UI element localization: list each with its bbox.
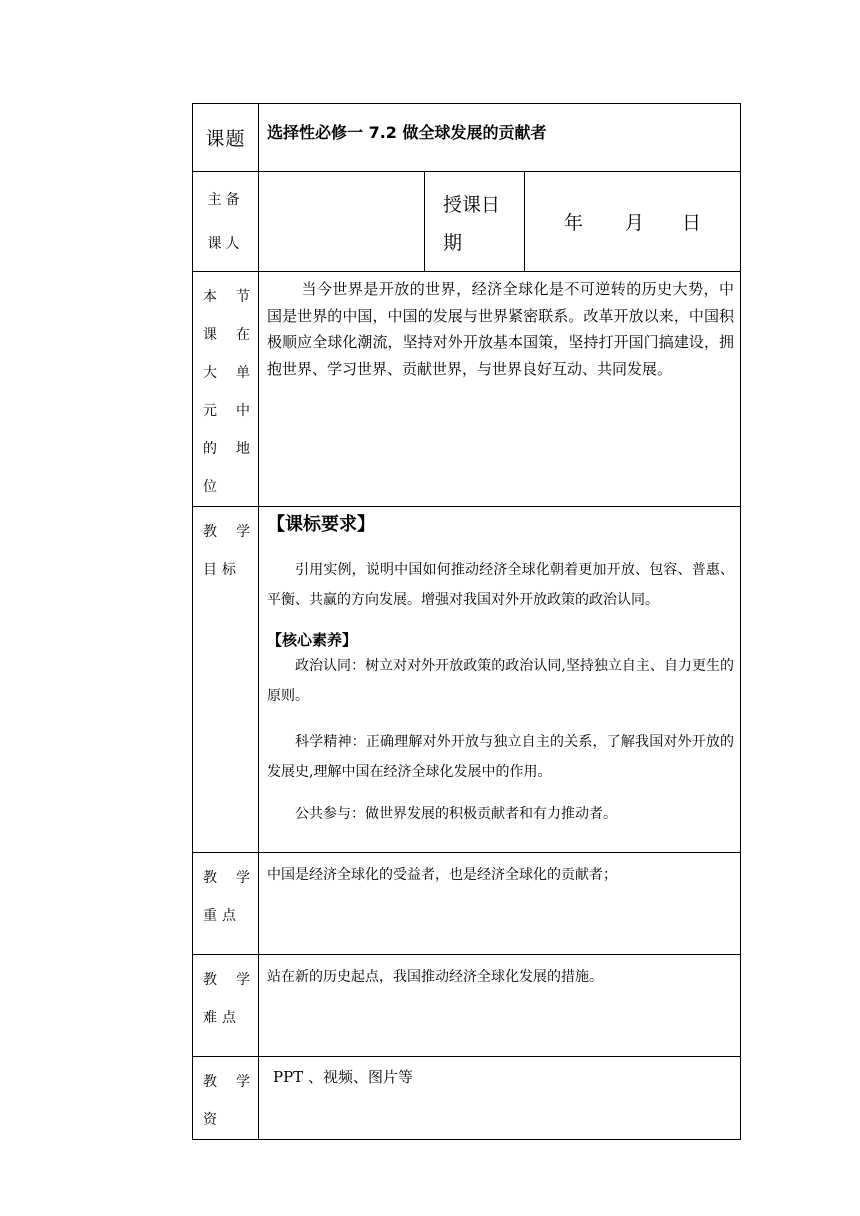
teacher-label-text: 主备课人	[207, 192, 244, 252]
resource-label	[193, 1057, 259, 1140]
lesson-plan-table	[192, 103, 741, 1140]
difficult-label-text: 教学难点	[203, 972, 255, 1026]
standard-text: 引用实例，说明中国如何推动经济全球化朝着更加开放、包容、普惠、平衡、共赢的方向发展。增强对我国对外开放政策的政治认同。	[267, 562, 735, 608]
teacher-date-row	[193, 172, 741, 272]
teacher-value	[259, 172, 425, 272]
date-year: 年	[563, 212, 583, 234]
resource-label-text: 教学资	[203, 1074, 255, 1128]
goals-row	[193, 507, 741, 853]
lesson-title: 选择性必修一 7.2 做全球发展的贡献者	[259, 104, 741, 172]
key-row	[193, 853, 741, 955]
key-label-text: 教学重点	[203, 870, 255, 924]
goals-label	[193, 507, 259, 853]
position-content	[259, 272, 741, 507]
core-public: 公共参与：做世界发展的积极贡献者和有力推动者。	[295, 806, 617, 822]
teacher-label	[193, 172, 259, 272]
title-row	[193, 104, 741, 172]
key-text: 中国是经济全球化的受益者，也是经济全球化的贡献者；	[267, 867, 617, 883]
core-political: 政治认同：树立对对外开放政策的政治认同,坚持独立自主、自力更生的原则。	[267, 658, 735, 704]
core-science: 科学精神：正确理解对外开放与独立自主的关系，了解我国对外开放的发展史,理解中国在经济全球化发展中的作用。	[267, 734, 735, 780]
resource-text: PPT 、视频、图片等	[273, 1068, 413, 1086]
difficult-label	[193, 955, 259, 1057]
core-heading: 【核心素养】	[267, 631, 358, 649]
position-text: 当今世界是开放的世界，经济全球化是不可逆转的历史大势，中国是世界的中国，中国的发展与世界紧密联系。改革开放以来，中国积极顺应全球化潮流，坚持对外开放基本国策，坚持打开国门搞建设，拥抱世界、学习世界、贡献世界，与世界良好互动、共同发展。	[267, 280, 735, 378]
standard-heading: 【课标要求】	[267, 514, 375, 535]
date-day: 日	[682, 212, 702, 234]
position-label	[193, 272, 259, 507]
position-row	[193, 272, 741, 507]
difficult-content	[259, 955, 741, 1057]
title-label: 课题	[193, 104, 259, 172]
key-label	[193, 853, 259, 955]
date-value	[525, 172, 741, 272]
key-content	[259, 853, 741, 955]
position-label-text: 本节课在大单元中的地位	[203, 289, 255, 495]
date-label-text: 授课日期	[443, 194, 501, 254]
goals-content	[259, 507, 741, 853]
resource-content	[259, 1057, 741, 1140]
resource-row	[193, 1057, 741, 1140]
difficult-row	[193, 955, 741, 1057]
goals-label-text: 教学目标	[203, 524, 255, 578]
date-month: 月	[625, 212, 645, 234]
date-label	[425, 172, 525, 272]
difficult-text: 站在新的历史起点，我国推动经济全球化发展的措施。	[267, 969, 603, 985]
